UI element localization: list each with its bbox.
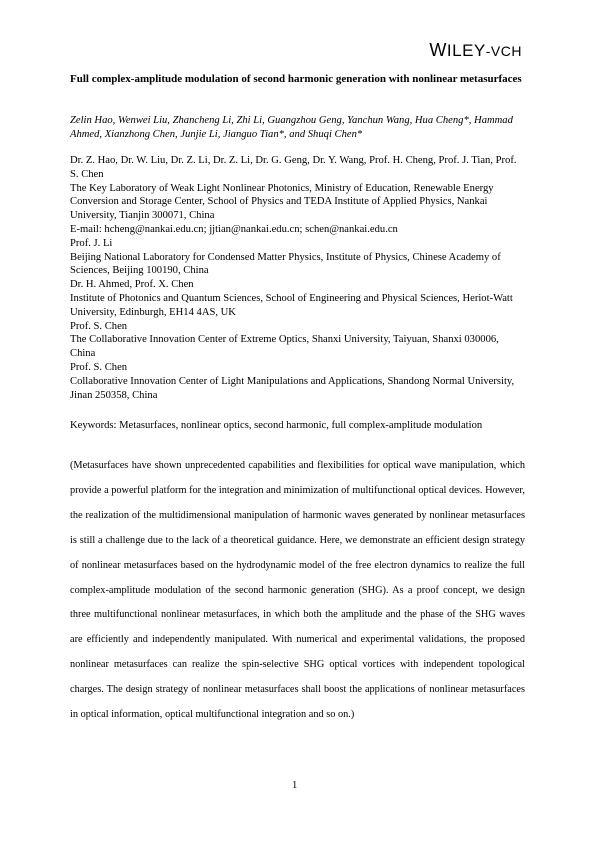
affiliation-line: Prof. S. Chen	[70, 320, 128, 332]
affiliation-line: Beijing National Laboratory for Condensed Matter Physics, Institute of Physics, Chinese Academy of Sciences, Beijing 100190, China	[70, 251, 501, 277]
affiliations	[70, 154, 525, 402]
logo-iley: ILEY	[446, 41, 486, 60]
affiliation-line: Institute of Photonics and Quantum Sciences, School of Engineering and Physical Sciences, Heriot-Watt University, Edinburgh, EH14 4AS, UK	[70, 292, 513, 318]
affiliation-line: Prof. S. Chen	[70, 361, 128, 373]
keywords: Keywords: Metasurfaces, nonlinear optics, second harmonic, full complex-amplitude modulation	[70, 420, 483, 431]
affiliation-line: Dr. Z. Hao, Dr. W. Liu, Dr. Z. Li, Dr. Z. Li, Dr. G. Geng, Dr. Y. Wang, Prof. H. Cheng, Prof. J. Tian, Prof. S. Chen	[70, 155, 517, 180]
email-line: E-mail: hcheng@nankai.edu.cn; jjtian@nankai.edu.cn; schen@nankai.edu.cn	[70, 223, 398, 235]
affiliation-line: The Collaborative Innovation Center of Extreme Optics, Shanxi University, Taiyuan, Shanxi 030006, China	[70, 334, 499, 360]
affiliation-line: Prof. J. Li	[70, 237, 113, 249]
abstract: (Metasurfaces have shown unprecedented capabilities and flexibilities for optical wave manipulation, which provide a powerful platform for the integration and minimization of multifunctional optical devices. However, the realization of the multidimensional manipulation of harmonic waves generated by nonlinear metasurfaces is still a challenge due to the lack of a theoretical guidance. Here, we demonstrate an efficient design strategy of nonlinear metasurfaces based on the hydrodynamic model of the free electron dynamics to realize the full complex-amplitude modulation of the second harmonic generation (SHG). As a proof concept, we design three multifunctional nonlinear metasurfaces, in which both the amplitude and the phase of the SHG waves are efficiently and independently manipulated. With numerical and experimental validations, the proposed nonlinear metasurfaces can realize the spin-selective SHG optical vortices with independent topological charges. The design strategy of nonlinear metasurfaces shall boost the applications of nonlinear metasurfaces in optical information, optical multifunctional integration and so on.)	[70, 460, 525, 721]
affiliation-line: The Key Laboratory of Weak Light Nonlinear Photonics, Ministry of Education, Renewable Energy Conversion and Storage Center, School of Physics and TEDA Institute of Applied Physics, Nankai University, Tianjin 300071, China	[70, 182, 494, 222]
logo-vch: -VCH	[485, 43, 522, 59]
logo-w: W	[429, 40, 447, 60]
publisher-logo	[429, 40, 522, 61]
affiliation-line: Collaborative Innovation Center of Light Manipulations and Applications, Shandong Normal University, Jinan 250358, China	[70, 375, 515, 401]
affiliation-line: Dr. H. Ahmed, Prof. X. Chen	[70, 279, 194, 291]
page-number: 1	[292, 780, 298, 791]
author-list: Zelin Hao, Wenwei Liu, Zhancheng Li, Zhi Li, Guangzhou Geng, Yanchun Wang, Hua Cheng*, Hammad Ahmed, Xianzhong Chen, Junjie Li, Jianguo Tian*, and Shuqi Chen*	[70, 115, 513, 140]
paper-title: Full complex-amplitude modulation of second harmonic generation with nonlinear metasurfaces	[70, 73, 522, 85]
